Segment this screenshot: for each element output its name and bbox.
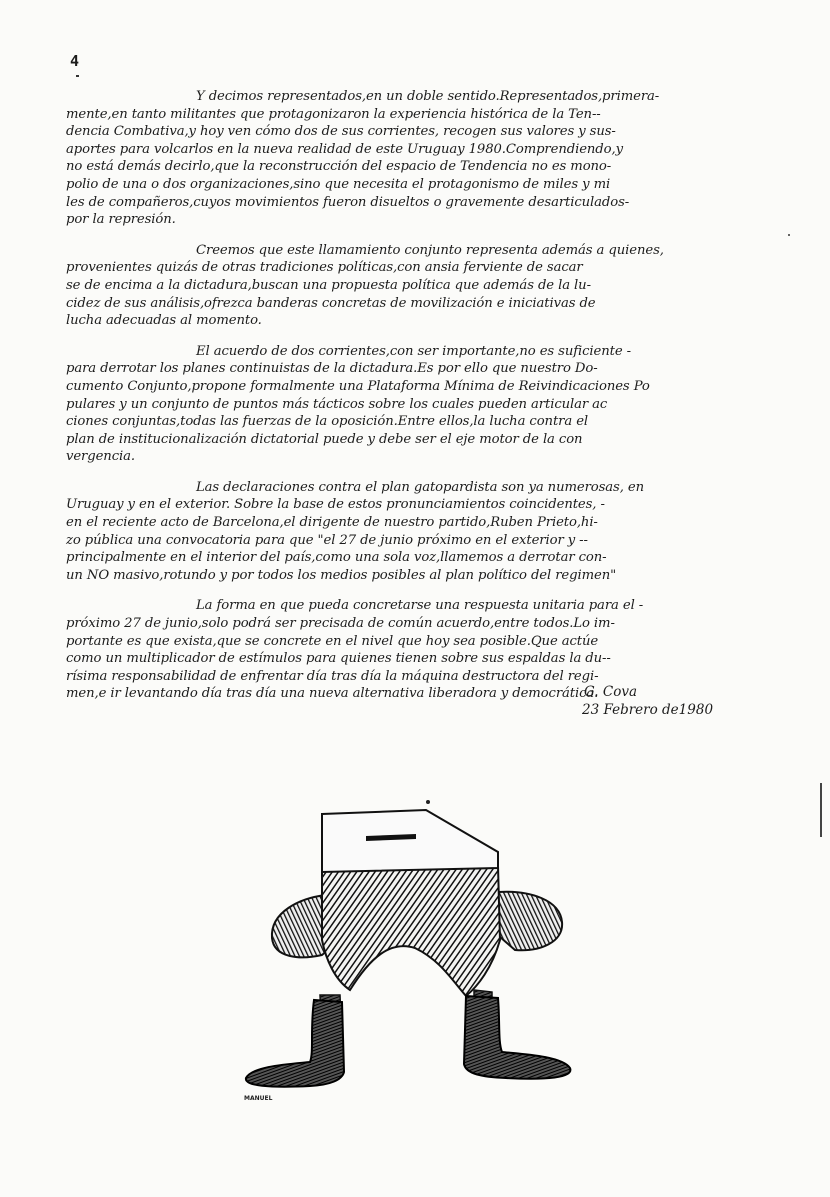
- text-line: como un multiplicador de estímulos para quienes tienen sobre sus espaldas la du--: [66, 651, 611, 667]
- artist-signature: MANUEL: [244, 1095, 273, 1102]
- paragraph: [66, 479, 742, 585]
- text-line: cidez de sus análisis,ofrezca banderas concretas de movilización e iniciativas de: [66, 295, 596, 311]
- paragraph: [66, 242, 742, 330]
- text-line: zo pública una convocatoria para que "el 27 de junio próximo en el exterior y --: [66, 532, 588, 548]
- text-line: Las declaraciones contra el plan gatopardista son ya numerosas, en: [196, 479, 645, 495]
- text-line: men,e ir levantando día tras día una nueva alternativa liberadora y democrática.: [66, 686, 599, 702]
- text-line: para derrotar los planes continuistas de la dictadura.Es por ello que nuestro Do-: [66, 361, 598, 377]
- signature-author: G. Cova: [584, 684, 638, 700]
- text-line: provenientes quizás de otras tradiciones políticas,con ansia ferviente de sacar: [66, 260, 583, 276]
- text-line: pulares y un conjunto de puntos más tácticos sobre los cuales pueden articular ac: [66, 396, 608, 412]
- body-text: [66, 88, 742, 716]
- text-line: Uruguay y en el exterior. Sobre la base de estos pronunciamientos coincidentes, -: [66, 497, 605, 513]
- text-line: cumento Conjunto,propone formalmente una Plataforma Mínima de Reivindicaciones Po: [66, 378, 650, 394]
- paper-speck: [788, 234, 790, 236]
- margin-mark: [820, 783, 822, 837]
- text-line: Creemos que este llamamiento conjunto representa además a quienes,: [196, 242, 664, 258]
- text-line: les de compañeros,cuyos movimientos fueron disueltos o gravemente desarticulados-: [66, 194, 630, 210]
- text-line: por la represión.: [66, 212, 176, 228]
- page-number-mark: [76, 75, 79, 77]
- text-line: Y decimos representados,en un doble sentido.Representados,primera-: [196, 89, 660, 104]
- signature-date: 23 Febrero de1980: [582, 702, 714, 718]
- text-line: portante es que exista,que se concrete en el nivel que hoy sea posible.Que actúe: [66, 633, 599, 649]
- text-line: se de encima a la dictadura,buscan una propuesta política que además de la lu-: [66, 277, 591, 293]
- text-line: principalmente en el interior del país,como una sola voz,llamemos a derrotar con-: [66, 550, 607, 566]
- text-line: ciones conjuntas,todas las fuerzas de la oposición.Entre ellos,la lucha contra el: [66, 414, 589, 430]
- paragraph: [66, 88, 742, 229]
- text-line: próximo 27 de junio,solo podrá ser precisada de común acuerdo,entre todos.Lo im-: [66, 616, 615, 632]
- text-line: mente,en tanto militantes que protagonizaron la experiencia histórica de la Ten--: [66, 106, 601, 122]
- text-line: polio de una o dos organizaciones,sino que necesita el protagonismo de miles y mi: [66, 176, 611, 192]
- text-line: lucha adecuadas al momento.: [66, 313, 262, 329]
- ballot-box-with-boots-illustration: [230, 790, 600, 1110]
- page-number: 4: [70, 52, 80, 70]
- text-line: no está demás decirlo,que la reconstrucción del espacio de Tendencia no es mono-: [66, 159, 612, 175]
- text-line: La forma en que pueda concretarse una respuesta unitaria para el -: [196, 598, 644, 614]
- signature-block: [582, 683, 713, 719]
- text-line: aportes para volcarlos en la nueva realidad de este Uruguay 1980.Comprendiendo,y: [66, 141, 623, 157]
- text-line: en el reciente acto de Barcelona,el dirigente de nuestro partido,Ruben Prieto,hi-: [66, 515, 598, 531]
- text-line: vergencia.: [66, 449, 135, 465]
- text-line: rísima responsabilidad de enfrentar día tras día la máquina destructora del regi-: [66, 668, 599, 684]
- paragraph: [66, 343, 742, 466]
- text-line: El acuerdo de dos corrientes,con ser importante,no es suficiente -: [196, 343, 631, 359]
- text-line: dencia Combativa,y hoy ven cómo dos de sus corrientes, recogen sus valores y sus-: [66, 124, 616, 140]
- ballot-box-with-boots-icon: [230, 790, 600, 1110]
- text-line: plan de institucionalización dictatorial puede y debe ser el eje motor de la con: [66, 431, 583, 447]
- text-line: un NO masivo,rotundo y por todos los medios posibles al plan político del regimen": [66, 567, 617, 583]
